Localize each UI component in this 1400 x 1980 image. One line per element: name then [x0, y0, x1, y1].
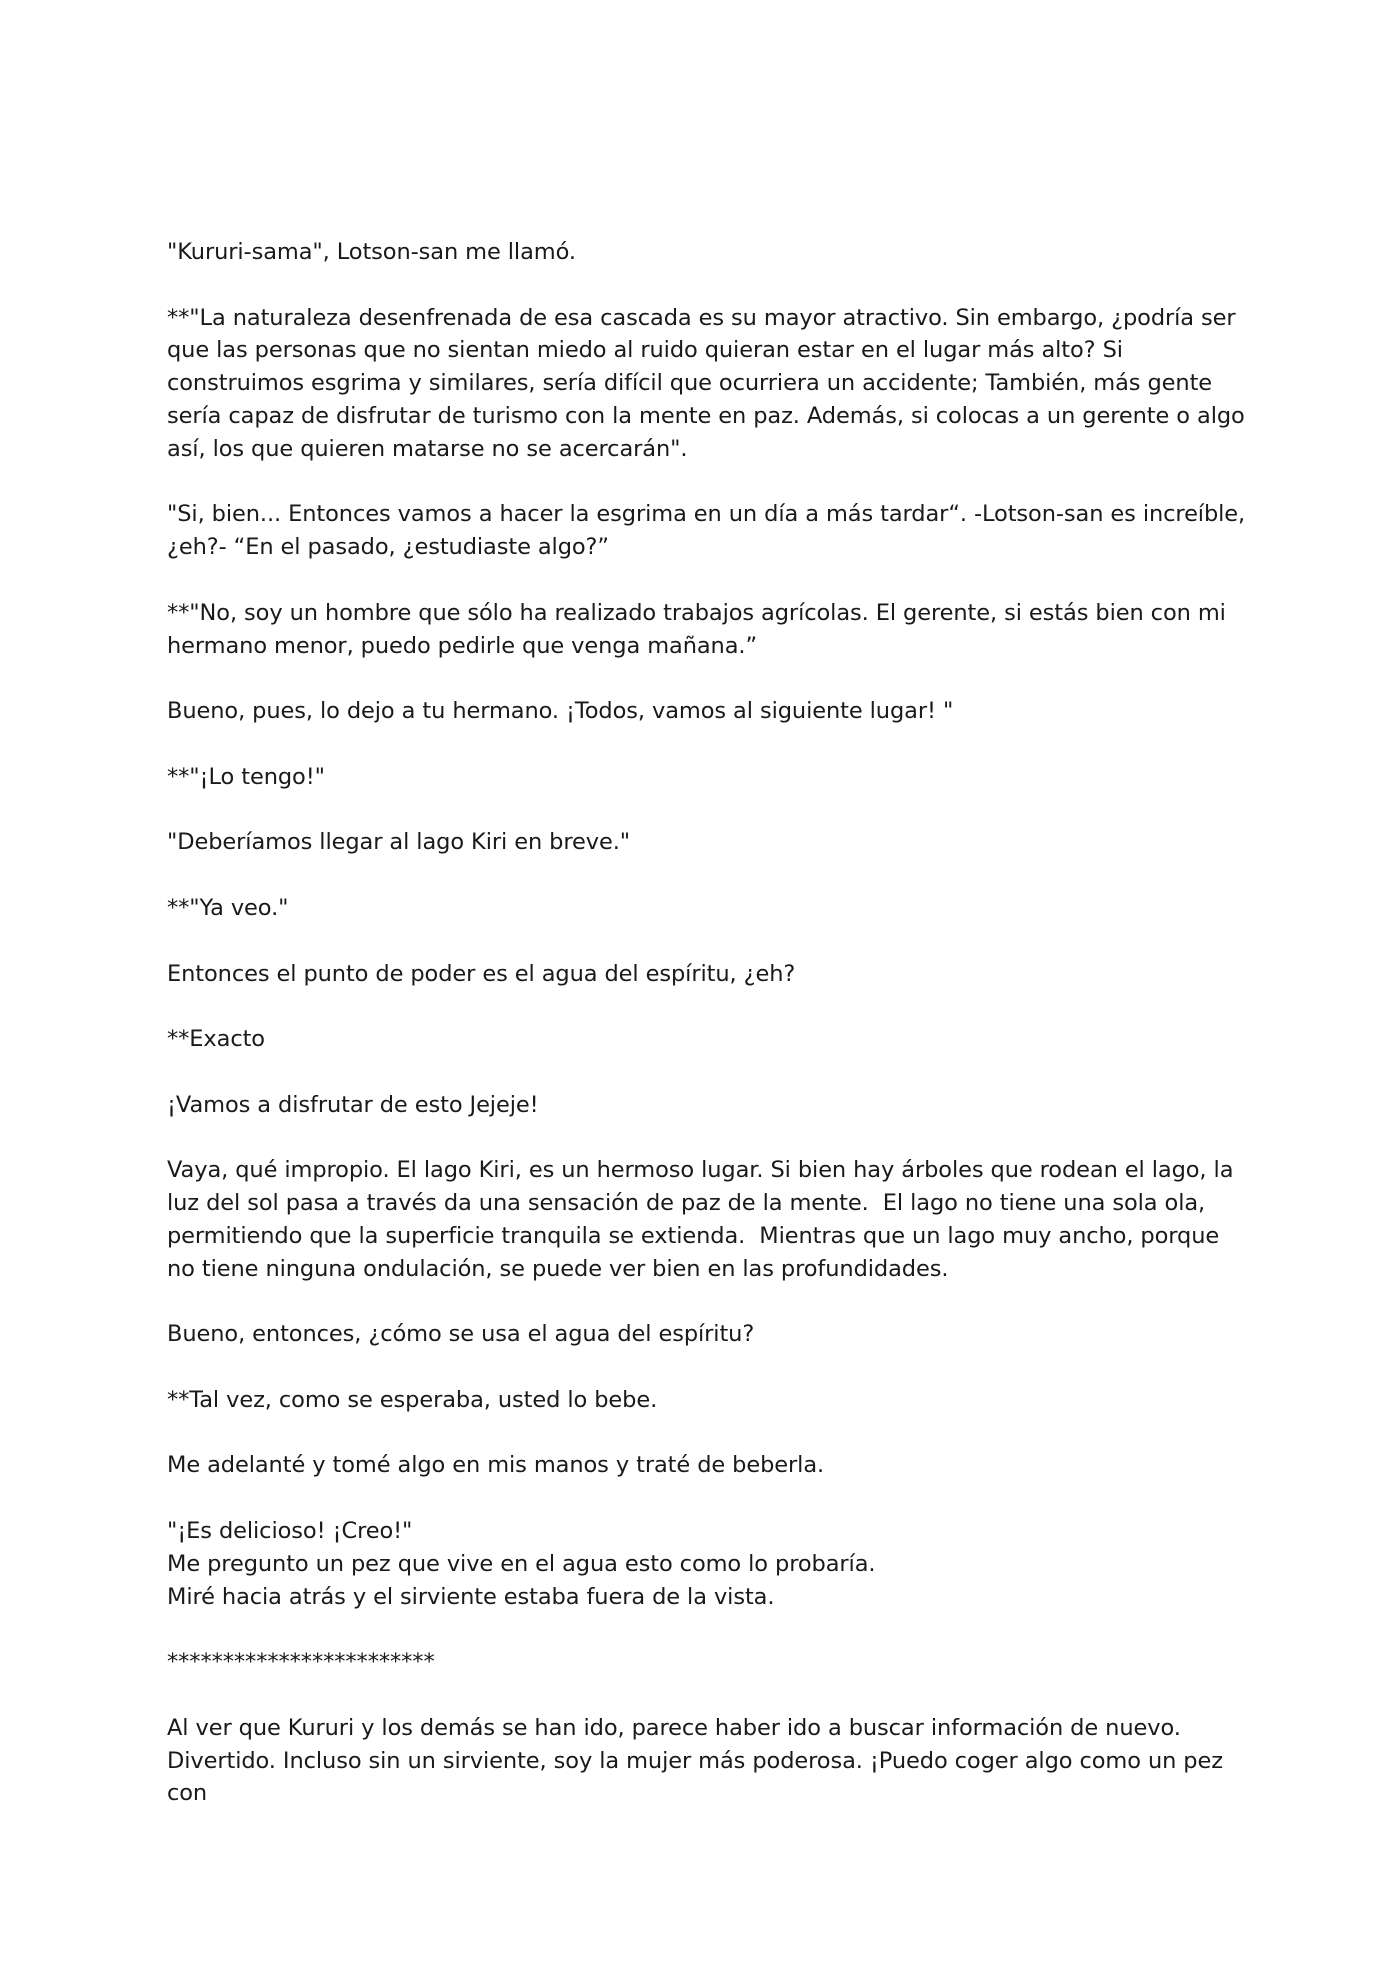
paragraph-2: **"La naturaleza desenfrenada de esa cascada es su mayor atractivo. Sin embargo, ¿podría ser que las personas que no sientan miedo al ruido quieran estar en el lugar más alto? Si construimos esgrima y similares, sería difícil que ocurriera un accidente; También, más gente sería capaz de disfrutar de turismo con la mente en paz. Además, si colocas a un gerente o algo así, los que quieren matarse no se acercarán". — [167, 304, 1252, 462]
paragraph-7: "Deberíamos llegar al lago Kiri en breve." — [167, 829, 630, 856]
paragraph-12: Vaya, qué impropio. El lago Kiri, es un hermoso lugar. Si bien hay árboles que rodean el lago, la luz del sol pasa a través da una sensación de paz de la mente. El lago no tiene una sola ola, permitiendo que la superficie tranquila se extienda. Mientras que un lago muy ancho, porque no tiene ninguna ondulación, se puede ver bien en las profundidades. — [167, 1157, 1241, 1282]
paragraph-13: Bueno, entonces, ¿cómo se usa el agua del espíritu? — [167, 1321, 755, 1348]
document-body — [167, 236, 1253, 1810]
paragraph-14: **Tal vez, como se esperaba, usted lo bebe. — [167, 1386, 658, 1413]
paragraph-10: **Exacto — [167, 1026, 265, 1053]
paragraph-8: **"Ya veo." — [167, 894, 289, 921]
scene-separator: ************************ — [167, 1649, 435, 1676]
paragraph-11: ¡Vamos a disfrutar de esto Jejeje! — [167, 1091, 539, 1118]
paragraph-5: Bueno, pues, lo dejo a tu hermano. ¡Todos, vamos al siguiente lugar! " — [167, 698, 954, 725]
paragraph-6: **"¡Lo tengo!" — [167, 763, 325, 790]
paragraph-18: Al ver que Kururi y los demás se han ido, parece haber ido a buscar información de nuevo. Divertido. Incluso sin un sirviente, soy la mujer más poderosa. ¡Puedo coger algo como un pez con — [167, 1714, 1231, 1807]
paragraph-9: Entonces el punto de poder es el agua del espíritu, ¿eh? — [167, 960, 796, 987]
paragraph-1: "Kururi-sama", Lotson-san me llamó. — [167, 239, 576, 265]
paragraph-16: "¡Es delicioso! ¡Creo!" Me pregunto un pez que vive en el agua esto como lo probaría. Miré hacia atrás y el sirviente estaba fuera de la vista. — [167, 1518, 876, 1610]
paragraph-15: Me adelanté y tomé algo en mis manos y traté de beberla. — [167, 1452, 825, 1479]
paragraph-4: **"No, soy un hombre que sólo ha realizado trabajos agrícolas. El gerente, si estás bien con mi hermano menor, puedo pedirle que venga mañana.” — [167, 599, 1233, 659]
paragraph-3: "Si, bien... Entonces vamos a hacer la esgrima en un día a más tardar“. -Lotson-san es increíble, ¿eh?- “En el pasado, ¿estudiaste algo?” — [167, 501, 1253, 561]
